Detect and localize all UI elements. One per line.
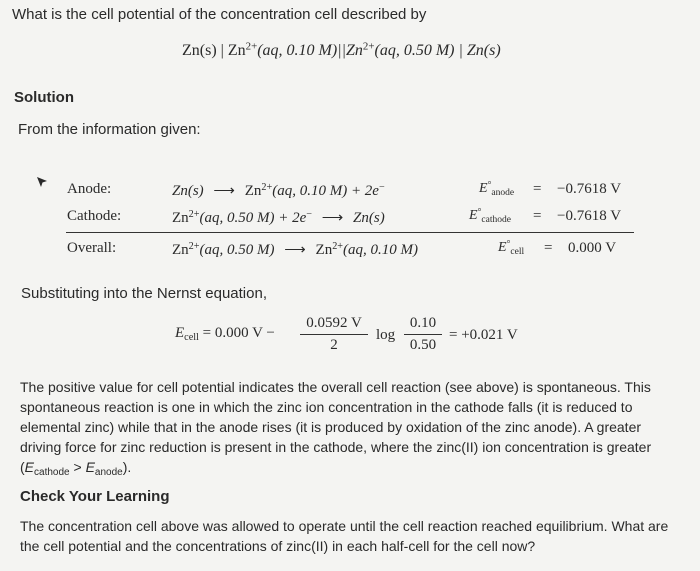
question-text: What is the cell potential of the concentration cell described by xyxy=(12,6,427,23)
cell-notation-part: Zn(s) | Zn xyxy=(182,42,246,59)
solution-heading: Solution xyxy=(14,89,74,106)
E-symbol: E xyxy=(479,181,488,196)
cathode-potential-symbol xyxy=(469,208,511,224)
electron-charge: − xyxy=(378,181,385,193)
nernst-lhs xyxy=(175,325,275,342)
fraction-bar xyxy=(300,334,368,335)
anode-label: Anode: xyxy=(67,181,112,197)
E-subscript: anode xyxy=(491,187,515,198)
equation-part: (aq, 0.50 M) xyxy=(199,242,275,258)
equation-part: (aq, 0.50 M) + 2e xyxy=(199,210,307,226)
overall-label: Overall: xyxy=(67,240,117,256)
E-subscript: cell xyxy=(184,332,199,344)
cell-notation-part: (aq, 0.10 M)||Zn xyxy=(257,42,363,59)
given-intro: From the information given: xyxy=(18,121,201,138)
equals-sign: = xyxy=(533,181,542,197)
ion-charge: 2+ xyxy=(362,40,375,53)
nernst-result: = +0.021 V xyxy=(449,327,518,343)
overall-potential-symbol xyxy=(498,240,524,256)
fraction-rt-nf xyxy=(300,315,368,354)
anode-equation xyxy=(172,181,385,200)
check-paragraph: The concentration cell above was allowed to operate until the cell reaction reached equilibrium. What are the cell potential and the concentrations of zinc(II) in each half-cell for the cell now? xyxy=(20,518,669,554)
table-divider xyxy=(66,232,634,233)
equation-part: Zn(s) xyxy=(353,210,385,226)
overall-value: 0.000 V xyxy=(568,240,617,256)
cathode-value: −0.7618 V xyxy=(557,208,622,224)
explanation-text: The positive value for cell potential indicates the overall cell reaction (see above) is spontaneous. This spontaneous reaction is one in which the zinc ion concentration in the cathode falls (it is reduced to elemental zinc) while that in the anode rises (it is produced by oxidation of the zinc anode). A greater driving force for zinc reduction is present in the cathode, where the zinc(II) ion concentration is greater ( xyxy=(20,379,652,475)
numerator: 0.0592 V xyxy=(306,315,362,331)
cell-notation xyxy=(182,42,501,60)
explanation-paragraph xyxy=(20,377,680,477)
E-symbol: E xyxy=(85,459,95,475)
arrow: ⟶ xyxy=(321,210,344,226)
check-heading: Check Your Learning xyxy=(20,488,170,505)
degree: ° xyxy=(506,239,511,250)
fraction-bar xyxy=(404,334,442,335)
ion-charge: 2+ xyxy=(188,240,200,252)
degree: ° xyxy=(477,207,482,218)
overall-equation xyxy=(172,240,418,259)
ion-charge: 2+ xyxy=(245,40,258,53)
E-subscript: cathode xyxy=(481,214,511,225)
log-label: log xyxy=(376,327,396,343)
ion-charge: 2+ xyxy=(188,208,200,220)
cathode-label: Cathode: xyxy=(67,208,122,224)
equation-part: Zn xyxy=(172,210,189,226)
equals-sign: = xyxy=(544,240,553,256)
cathode-equation xyxy=(172,208,385,227)
equals-sign: = xyxy=(533,208,542,224)
equation-part: Zn(s) xyxy=(172,183,204,199)
E-symbol: E xyxy=(175,325,185,341)
E-subscript: anode xyxy=(94,467,123,478)
pointer-arrow-icon xyxy=(36,176,48,191)
equation-part: Zn xyxy=(315,242,333,258)
nernst-intro: Substituting into the Nernst equation, xyxy=(21,285,267,302)
greater-than: > xyxy=(69,459,86,475)
fraction-q xyxy=(404,315,442,354)
E-symbol: E xyxy=(24,459,35,475)
explanation-end: ). xyxy=(122,459,132,475)
ion-charge: 2+ xyxy=(332,240,344,252)
anode-potential-symbol xyxy=(479,181,514,197)
equation-part: Zn xyxy=(172,242,189,258)
E-subscript: cathode xyxy=(34,467,70,478)
degree: ° xyxy=(487,180,492,191)
denominator: 0.50 xyxy=(409,337,437,353)
ion-charge: 2+ xyxy=(261,181,273,193)
equation-part: (aq, 0.10 M) xyxy=(343,242,419,258)
numerator: 0.10 xyxy=(409,315,437,331)
electron-charge: − xyxy=(306,208,313,220)
E-subscript: cell xyxy=(510,246,525,257)
anode-value: −0.7618 V xyxy=(557,181,622,197)
equation-part: Zn xyxy=(244,183,262,199)
equation-part: (aq, 0.10 M) + 2e xyxy=(272,183,379,199)
arrow: ⟶ xyxy=(213,183,235,199)
arrow: ⟶ xyxy=(284,242,306,258)
denominator: 2 xyxy=(330,337,338,353)
E-symbol: E xyxy=(498,240,507,255)
E-symbol: E xyxy=(469,208,478,223)
nernst-lhs-rest: = 0.000 V − xyxy=(198,325,275,341)
cell-notation-part: (aq, 0.50 M) | Zn(s) xyxy=(374,42,501,59)
